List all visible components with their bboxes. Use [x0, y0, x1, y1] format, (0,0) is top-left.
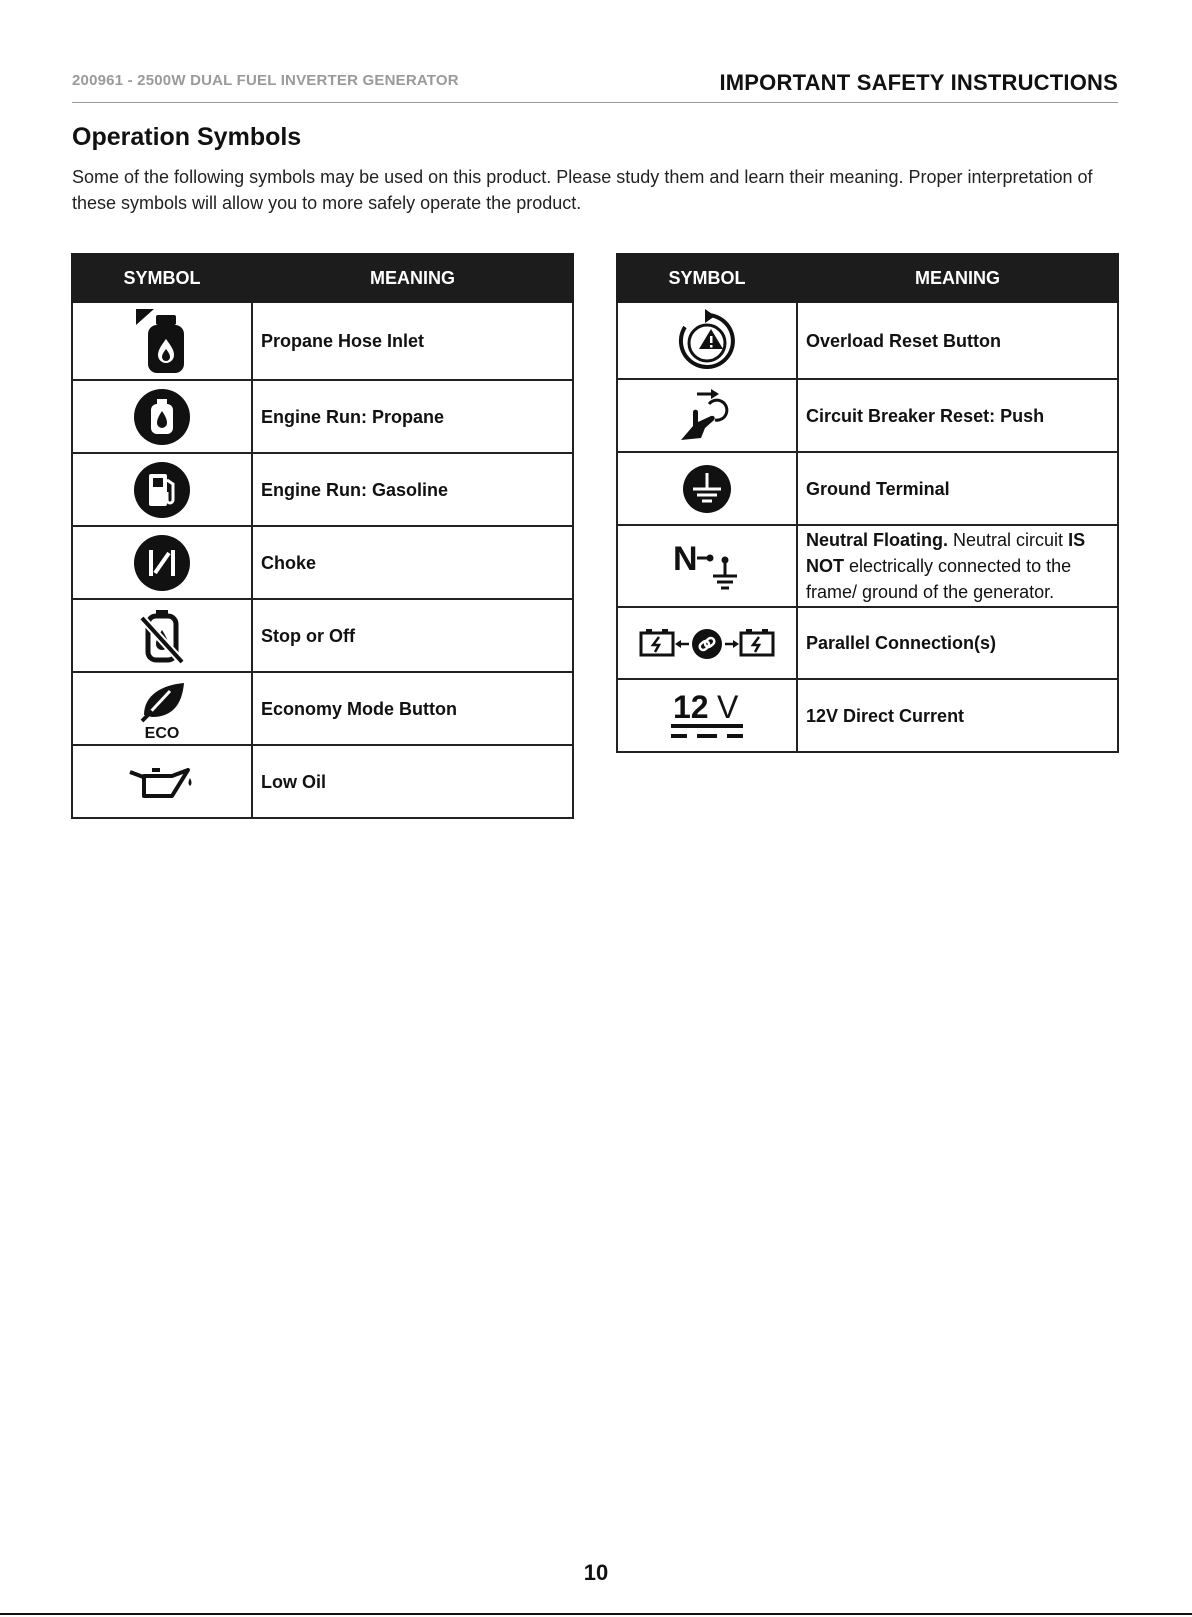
table-row — [617, 525, 1118, 607]
table-row — [617, 379, 1118, 452]
meaning-cell: Stop or Off — [252, 599, 573, 672]
symbols-table-left — [71, 253, 574, 819]
symbol-cell — [72, 302, 252, 380]
meaning-cell: Propane Hose Inlet — [252, 302, 573, 380]
symbol-cell — [617, 379, 797, 452]
dc-voltage-unit: V — [717, 688, 739, 725]
choke-icon — [132, 533, 192, 593]
stop-off-icon — [132, 604, 192, 668]
table-row — [72, 745, 573, 818]
ground-terminal-icon — [681, 463, 733, 515]
symbol-column-header: SYMBOL — [617, 254, 797, 302]
neutral-floating-icon — [669, 534, 745, 598]
table-row — [72, 672, 573, 745]
meaning-cell — [797, 525, 1118, 607]
symbol-cell — [617, 452, 797, 525]
table-row — [72, 380, 573, 453]
table-row — [72, 302, 573, 380]
table-row — [617, 679, 1118, 752]
meaning-column-header: MEANING — [797, 254, 1118, 302]
neutral-floating-emphasis: IS NOT — [806, 530, 1086, 576]
table-header-row — [72, 254, 573, 302]
symbol-cell — [617, 679, 797, 752]
symbol-column-header: SYMBOL — [72, 254, 252, 302]
low-oil-icon — [126, 762, 198, 802]
engine-run-gasoline-icon — [132, 460, 192, 520]
meaning-cell: Overload Reset Button — [797, 302, 1118, 379]
table-row — [617, 302, 1118, 379]
eco-label: ECO — [144, 724, 180, 741]
circuit-breaker-push-icon — [675, 386, 739, 446]
neutral-floating-text: Neutral circuit — [948, 530, 1069, 550]
symbols-table-right — [616, 253, 1119, 753]
neutral-floating-text-end: electrically connected to the frame/ ground of the generator. — [806, 556, 1072, 602]
meaning-cell: Engine Run: Propane — [252, 380, 573, 453]
meaning-cell: Choke — [252, 526, 573, 599]
symbol-cell — [72, 599, 252, 672]
table-row — [617, 607, 1118, 679]
eco-mode-icon — [130, 677, 194, 741]
table-header-row — [617, 254, 1118, 302]
intro-paragraph: Some of the following symbols may be used on this product. Please study them and learn their meaning. Proper interpretation of these symbols will allow you to more safely operate the product. — [72, 167, 1093, 213]
table-row — [72, 526, 573, 599]
dc-12v-icon — [667, 686, 747, 746]
meaning-column-header: MEANING — [252, 254, 573, 302]
neutral-floating-term: Neutral Floating. — [806, 530, 949, 550]
meaning-cell: Parallel Connection(s) — [797, 607, 1118, 679]
symbol-cell — [617, 607, 797, 679]
symbol-cell — [72, 453, 252, 526]
symbol-cell — [72, 745, 252, 818]
meaning-cell: Engine Run: Gasoline — [252, 453, 573, 526]
table-row — [617, 452, 1118, 525]
meaning-cell: Ground Terminal — [797, 452, 1118, 525]
engine-run-propane-icon — [132, 387, 192, 447]
meaning-cell: Economy Mode Button — [252, 672, 573, 745]
document-id: 200961 - 2500W DUAL FUEL INVERTER GENERATOR — [72, 72, 459, 89]
overload-reset-icon — [675, 309, 739, 373]
neutral-label: N — [673, 540, 698, 578]
meaning-cell: 12V Direct Current — [797, 679, 1118, 752]
symbol-cell — [617, 302, 797, 379]
header-divider — [72, 102, 1118, 103]
table-row — [72, 453, 573, 526]
page-bottom-rule — [0, 1613, 1192, 1615]
section-heading: IMPORTANT SAFETY INSTRUCTIONS — [719, 70, 1118, 95]
symbol-cell — [72, 380, 252, 453]
page-number: 10 — [583, 1560, 609, 1585]
meaning-cell: Circuit Breaker Reset: Push — [797, 379, 1118, 452]
symbol-cell — [72, 526, 252, 599]
dc-voltage-number: 12 — [673, 688, 709, 725]
symbol-cell — [72, 672, 252, 745]
page-title: Operation Symbols — [72, 123, 302, 151]
meaning-cell: Low Oil — [252, 745, 573, 818]
table-row — [72, 599, 573, 672]
propane-hose-inlet-icon — [130, 305, 194, 377]
parallel-connection-icon — [637, 623, 777, 663]
symbol-cell — [617, 525, 797, 607]
